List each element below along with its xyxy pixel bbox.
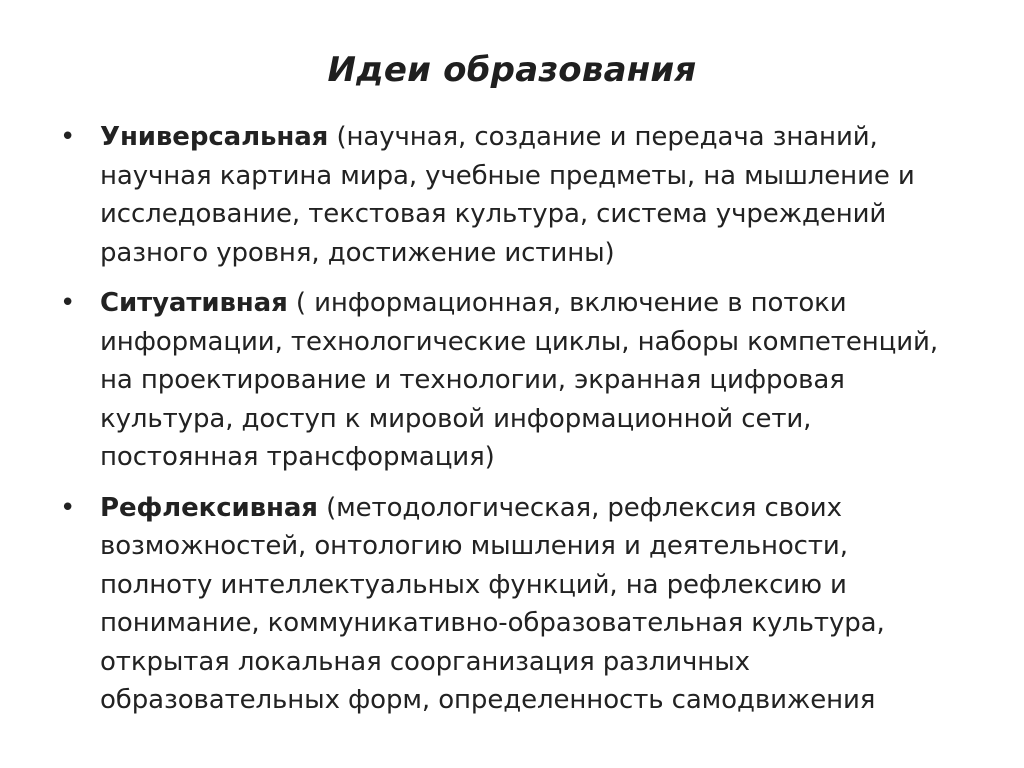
item-term: Ситуативная: [100, 288, 288, 318]
list-item-situational: [60, 284, 950, 477]
bullet-icon: •: [60, 288, 76, 318]
slide-title: Идеи образования: [327, 50, 697, 90]
list-item-reflexive: [60, 489, 950, 720]
bullet-icon: •: [60, 492, 76, 523]
item-term: Универсальная: [100, 122, 329, 152]
item-description: (методологическая, рефлексия своих возможностей, онтологию мышления и деятельности, полноту интеллектуальных функций, на рефлексию и понимание, коммуникативно-образовательная культура, открытая локальная соорганизация различных образовательных форм, определенность самодвижения: [100, 492, 885, 715]
item-description: ( информационная, включение в потоки информации, технологические циклы, наборы компетенций, на проектирование и технологии, экранная цифровая культура, доступ к мировой информационной сети, постоянная трансформация): [100, 288, 939, 472]
ideas-list: [60, 118, 950, 732]
bullet-icon: •: [60, 122, 76, 152]
list-item-universal: [60, 118, 950, 272]
item-description: (научная, создание и передача знаний, научная картина мира, учебные предметы, на мышление и исследование, текстовая культура, система учреждений разного уровня, достижение истины): [100, 122, 915, 268]
item-term: Рефлексивная: [100, 492, 318, 523]
